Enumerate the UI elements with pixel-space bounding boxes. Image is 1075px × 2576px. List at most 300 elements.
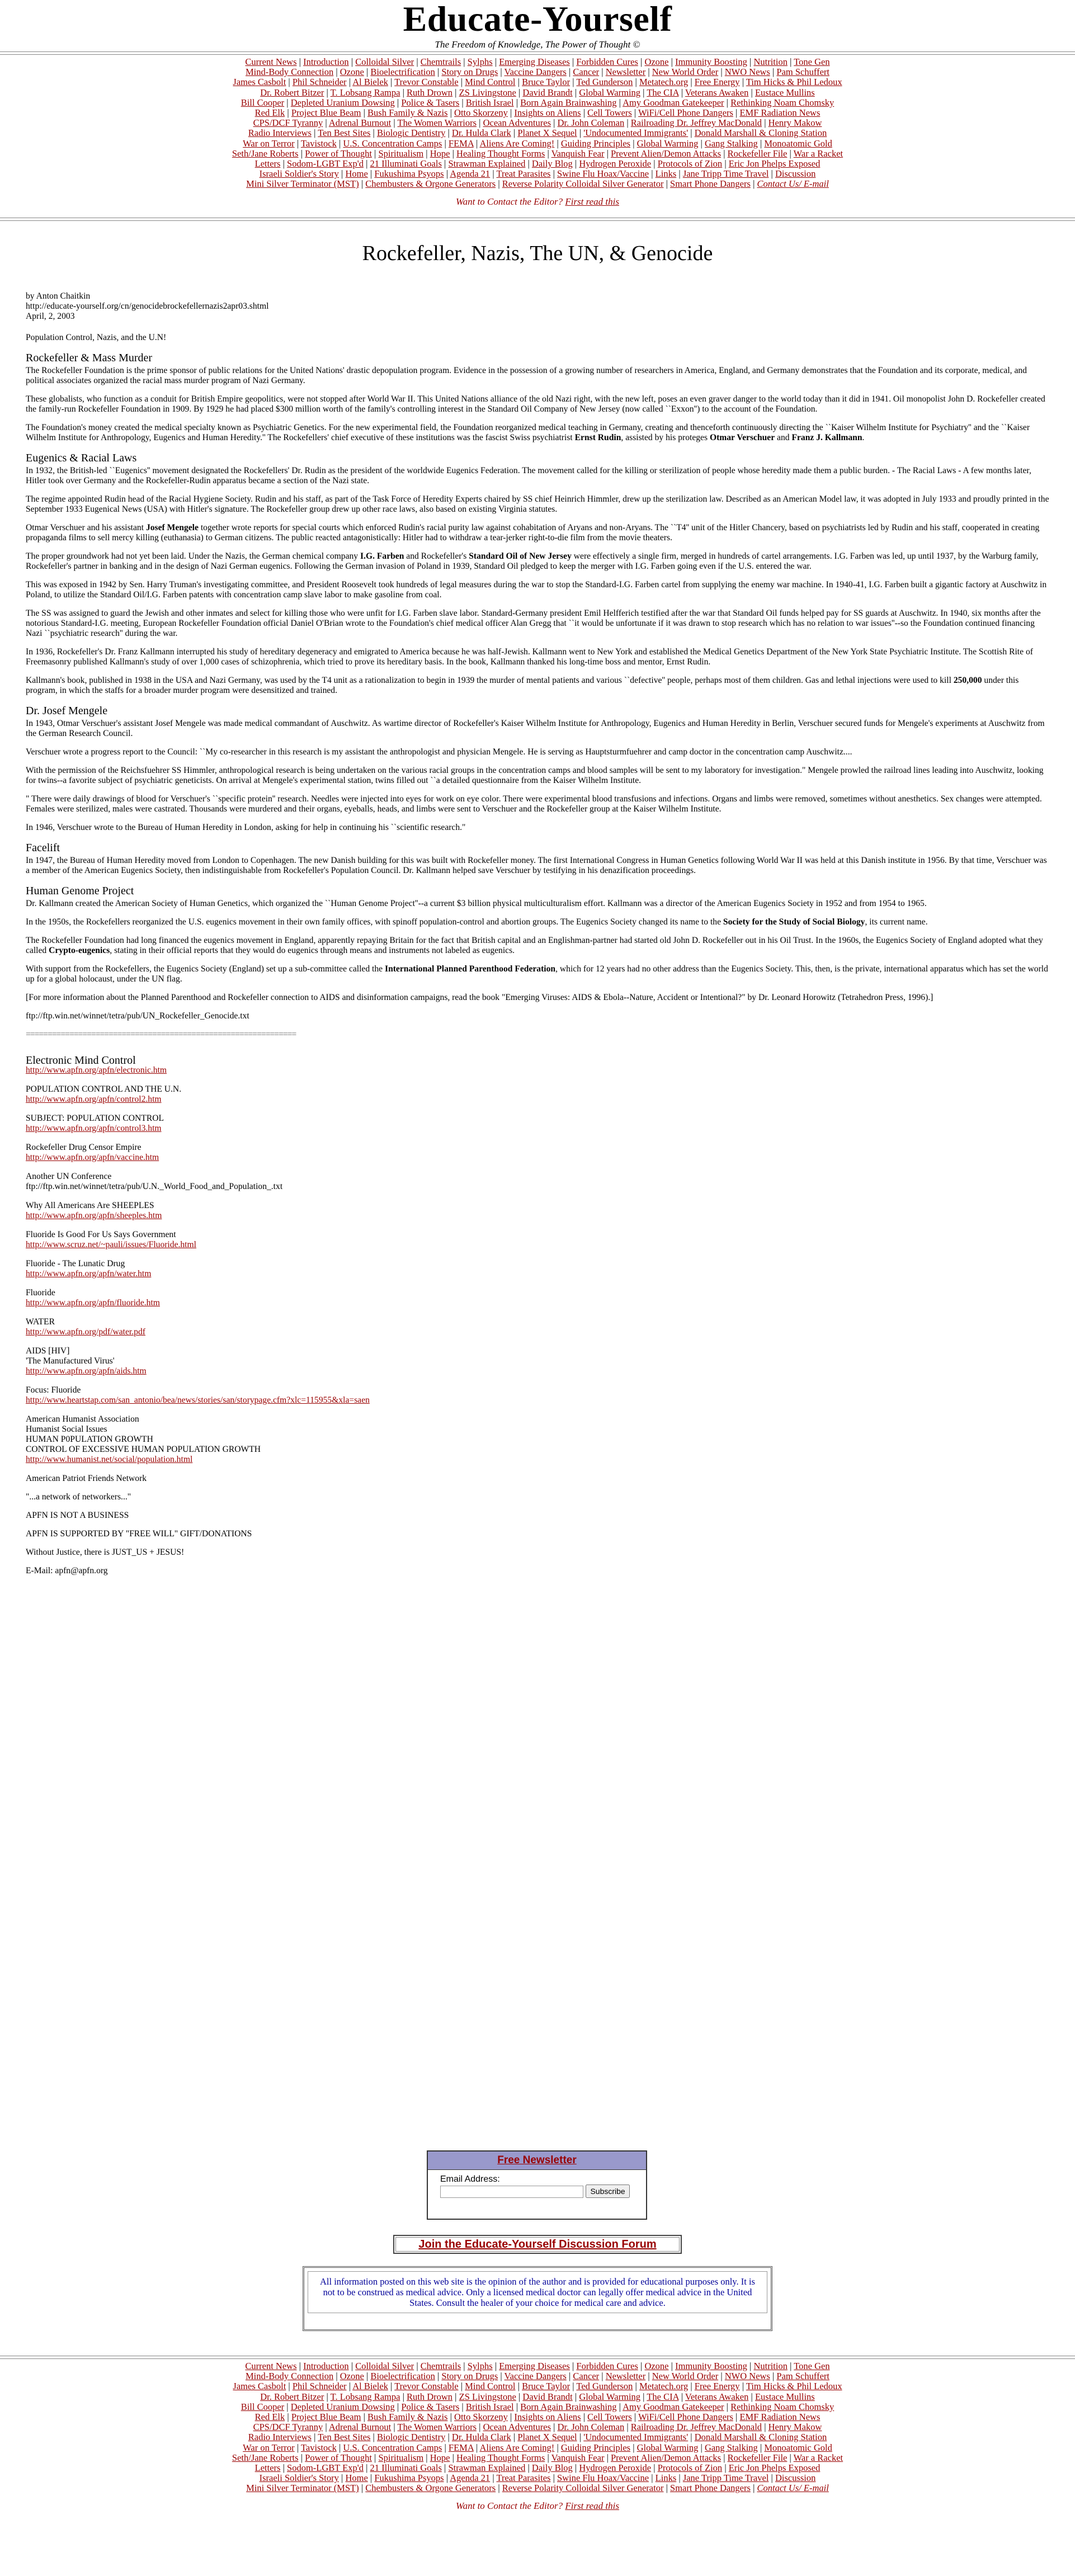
nav-link[interactable]: Born Again Brainwashing (520, 2401, 617, 2412)
link-title: Rockefeller Drug Censor Empire (26, 1142, 142, 1152)
nav-link[interactable]: New World Order (652, 2371, 719, 2382)
link-title: WATER (26, 1317, 55, 1327)
nav-link[interactable]: Monoatomic Gold (764, 138, 832, 149)
email-input[interactable] (440, 2186, 583, 2198)
nav-link[interactable]: Ocean Adventures (483, 2422, 551, 2433)
nav-link[interactable]: Chemtrails (420, 56, 461, 67)
nav-link[interactable]: T. Lobsang Rampa (330, 2391, 400, 2402)
nav-link[interactable]: Smart Phone Dangers (670, 2483, 751, 2494)
nav-link[interactable]: T. Lobsang Rampa (330, 87, 400, 98)
paragraph: In 1936, Rockefeller's Dr. Franz Kallmann interrupted his study of hereditary degeneracy and emigrated to America because he was half-Jewish. Kallmann went to New York and established the Medical Genetics Department of the New York State Psychiatric Institute. The Scottish Rite of Freemasonry published Kallmann's study of over 1,000 cases of schizophrenia, which tried to prove its hereditary basis. In the book, Kallmann thanked his long-time boss and mentor, Ernst Rudin. (26, 647, 1033, 667)
nav-link[interactable]: Power of Thought (305, 148, 372, 159)
nav-link[interactable]: Newsletter (605, 67, 646, 78)
nav-link[interactable]: Sodom-LGBT Exp'd (287, 2462, 364, 2474)
paragraph: [For more information about the Planned Parenthood and Rockefeller connection to AIDS and disinformation campaigns, read the book "Emerging Viruses: AIDS & Ebola--Nature, Accident or Intentional?" by Dr. Leonard Horowitz (Tetrahedron Press, 1996).] (26, 992, 933, 1002)
nav-link[interactable]: Trevor Constable (394, 2381, 459, 2392)
nav-link[interactable]: Eustace Mullins (755, 87, 815, 98)
paragraph: This was exposed in 1942 by Sen. Harry Truman's investigating committee, and President Roosevelt took hundreds of legal measures during the war to stop the Standard-I.G. Farben cartel from supplying the enemy war machine. In 1940-41, I.G. Farben built a gigantic factory at Auschwitz in Poland, to utilize the Standard Oil/I.G. Farben patents with concentration camp slave labor to make gasoline from coal. (26, 579, 1047, 600)
nav-separator: | (361, 2412, 368, 2423)
nav-link[interactable]: Protocols of Zion (657, 158, 723, 169)
nav-link[interactable]: David Brandt (522, 2391, 573, 2402)
nav-link[interactable]: Pam Schuffert (776, 67, 829, 78)
nav-link[interactable]: Tim Hicks & Phil Ledoux (746, 77, 842, 88)
nav-link[interactable]: Links (655, 168, 677, 180)
nav-link[interactable]: Phil Schneider (292, 2381, 347, 2392)
nav-link[interactable]: Cell Towers (587, 107, 632, 119)
nav-link[interactable]: Rockefeller File (727, 148, 788, 159)
nav-link[interactable]: Dr. Robert Bitzer (260, 2391, 324, 2402)
nav-separator: | (473, 2442, 480, 2453)
nav-link[interactable]: Depleted Uranium Dowsing (290, 2401, 395, 2412)
nav-row (45, 2371, 1030, 2381)
nav-link[interactable]: Vaccine Dangers (504, 67, 567, 78)
nav-link[interactable]: Fukushima Psyops (374, 2473, 444, 2484)
link-url[interactable]: http://www.apfn.org/apfn/control2.htm (26, 1094, 162, 1104)
nav-link[interactable]: Metatech.org (639, 2381, 689, 2392)
nav-link[interactable]: Bush Family & Nazis (367, 2412, 448, 2423)
nav-link[interactable]: Free Energy (694, 2381, 740, 2392)
paragraph: The regime appointed Rudin head of the Racial Hygiene Society. Rudin and his staff, as part of the Task Force of Heredity Experts chaired by SS chief Heinrich Himmler, drew up the sterilization law. Described as an American Model law, it was adopted in July 1933 and proudly printed in the September 1933 Eugenical News (USA) with Hitler's signature. The Rockefeller group drew up other race laws, also based on existing Virginia statutes. (26, 494, 1049, 514)
nav-separator: | (296, 2361, 304, 2371)
nav-link[interactable]: James Casbolt (233, 2381, 286, 2392)
nav-link[interactable]: Reverse Polarity Colloidal Silver Generator (502, 2483, 664, 2494)
nav-link[interactable]: Veterans Awaken (685, 87, 749, 98)
nav-separator: | (572, 87, 579, 98)
nav-row (45, 67, 1030, 77)
nav-link[interactable]: Eric Jon Phelps Exposed (728, 2462, 821, 2474)
nav-link[interactable]: Newsletter (605, 2371, 646, 2382)
nav-link[interactable]: Prevent Alien/Demon Attacks (611, 2452, 722, 2463)
nav-link[interactable]: 'Undocumented Immigrants' (583, 2432, 689, 2443)
nav-separator: | (581, 2412, 588, 2423)
nav-link[interactable]: Ozone (340, 67, 364, 78)
nav-link[interactable]: Red Elk (254, 2412, 285, 2423)
nav-separator: | (631, 2412, 639, 2423)
nav-link[interactable]: Eric Jon Phelps Exposed (728, 158, 821, 169)
nav-link[interactable]: Red Elk (254, 107, 285, 119)
nav-link[interactable]: Daily Blog (531, 2462, 573, 2474)
nav-link[interactable]: Gang Stalking (704, 138, 758, 149)
nav-separator: | (624, 2422, 631, 2433)
nav-link[interactable]: Vanquish Fear (551, 148, 605, 159)
nav-separator: | (359, 2483, 366, 2494)
nav-link[interactable]: Home (345, 2473, 368, 2484)
nav-link[interactable]: Project Blue Beam (291, 107, 361, 119)
nav-link[interactable]: Agenda 21 (450, 168, 491, 180)
link-url[interactable]: http://www.apfn.org/apfn/water.htm (26, 1268, 152, 1278)
nav-link[interactable]: The CIA (647, 2391, 679, 2402)
nav-link[interactable]: Railroading Dr. Jeffrey MacDonald (630, 2422, 762, 2433)
nav-link[interactable]: WiFi/Cell Phone Dangers (638, 107, 733, 119)
nav-row (45, 88, 1030, 98)
nav-link[interactable]: Ruth Drown (407, 87, 453, 98)
nav-separator: | (477, 117, 483, 129)
nav-link[interactable]: Jane Tripp Time Travel (682, 168, 769, 180)
nav-link[interactable]: Rethinking Noam Chomsky (730, 97, 834, 108)
nav-link[interactable]: Ted Gunderson (576, 2381, 633, 2392)
forum-link[interactable]: Join the Educate-Yourself Discussion Forum (418, 2238, 657, 2251)
nav-separator: | (423, 148, 430, 159)
nav-link[interactable]: Strawman Explained (448, 158, 526, 169)
nav-link[interactable]: War a Racket (793, 2452, 843, 2463)
nav-link[interactable]: Pam Schuffert (776, 2371, 829, 2382)
nav-separator: | (554, 2442, 561, 2453)
nav-link[interactable]: Immunity Boosting (675, 2361, 747, 2371)
nav-link[interactable]: Forbidden Cures (576, 2361, 638, 2371)
nav-link[interactable]: Cell Towers (587, 2412, 632, 2423)
nav-link[interactable]: Henry Makow (768, 117, 822, 129)
nav-link[interactable]: Al Bielek (352, 77, 388, 88)
nav-link[interactable]: Daily Blog (531, 158, 573, 169)
nav-link[interactable]: Hydrogen Peroxide (579, 158, 652, 169)
nav-link[interactable]: Mind Control (465, 77, 516, 88)
nav-link[interactable]: Sylphs (467, 2361, 493, 2371)
nav-link[interactable]: Bill Cooper (241, 97, 285, 108)
nav-link[interactable]: Adrenal Burnout (328, 2422, 392, 2433)
nav-link[interactable]: Links (655, 2473, 677, 2484)
nav-link[interactable]: Railroading Dr. Jeffrey MacDonald (630, 117, 762, 129)
nav-link[interactable]: Nutrition (753, 56, 788, 67)
nav-link[interactable]: U.S. Concentration Camps (343, 138, 442, 149)
nav-separator: | (338, 2473, 346, 2484)
nav-separator: | (718, 2371, 725, 2382)
nav-link[interactable]: Mini Silver Terminator (MST) (246, 2483, 359, 2494)
humanist-line: Humanist Social Issues (26, 1424, 107, 1434)
article-body (0, 291, 1075, 1576)
nav-link[interactable]: Prevent Alien/Demon Attacks (611, 148, 722, 159)
nav-link[interactable]: CPS/DCF Tyranny (253, 2422, 323, 2433)
nav-link[interactable]: Jane Tripp Time Travel (682, 2473, 769, 2484)
nav-link[interactable]: EMF Radiation News (739, 107, 821, 119)
link-url[interactable]: http://www.apfn.org/apfn/fluoride.htm (26, 1298, 160, 1308)
nav-link[interactable]: Bill Cooper (241, 2401, 285, 2412)
nav-separator: | (285, 107, 291, 119)
nav-link[interactable]: Metatech.org (639, 77, 689, 88)
link-url[interactable]: http://www.apfn.org/pdf/water.pdf (26, 1327, 145, 1337)
nav-link[interactable]: Vaccine Dangers (504, 2371, 567, 2382)
nav-separator: | (631, 107, 639, 119)
nav-separator: | (787, 56, 794, 67)
nav-separator: | (311, 128, 318, 139)
nav-link[interactable]: Amy Goodman Gatekeeper (623, 2401, 724, 2412)
link-url[interactable]: http://www.apfn.org/apfn/vaccine.htm (26, 1152, 159, 1162)
nav-link[interactable]: War on Terror (243, 138, 295, 149)
nav-link[interactable]: Israeli Soldier's Story (259, 168, 339, 180)
nav-link[interactable]: Otto Skorzeny (454, 107, 508, 119)
nav-link[interactable]: Bioelectrification (370, 2371, 435, 2382)
article-date: April, 2, 2003 (26, 311, 75, 321)
nav-link[interactable]: Chembusters & Orgone Generators (365, 178, 496, 190)
nav-link[interactable]: ZS Livingstone (459, 87, 516, 98)
nav-link[interactable]: Protocols of Zion (657, 2462, 723, 2474)
newsletter-box (427, 2150, 647, 2220)
nav-link[interactable]: Chembusters & Orgone Generators (365, 2483, 496, 2494)
nav-separator: | (768, 2473, 775, 2484)
nav-link[interactable]: Ozone (644, 56, 669, 67)
nav-separator: | (688, 2381, 695, 2392)
nav-link[interactable]: Global Warming (636, 2442, 699, 2453)
nav-link[interactable]: Global Warming (579, 2391, 641, 2402)
nav-link[interactable]: U.S. Concentration Camps (343, 2442, 442, 2453)
nav-link[interactable]: The Women Warriors (397, 117, 477, 129)
nav-link[interactable]: British Israel (465, 97, 514, 108)
nav-link[interactable]: 'Undocumented Immigrants' (583, 128, 689, 139)
nav-link[interactable]: Ozone (644, 2361, 669, 2371)
nav-link[interactable]: Tavistock (300, 2442, 337, 2453)
nav-link[interactable]: Letters (254, 158, 281, 169)
nav-separator: | (496, 178, 502, 190)
nav-link[interactable]: Free Energy (694, 77, 740, 88)
nav-link[interactable]: WiFi/Cell Phone Dangers (638, 2412, 733, 2423)
nav-link[interactable]: Amy Goodman Gatekeeper (623, 97, 724, 108)
nav-link[interactable]: Power of Thought (305, 2452, 372, 2463)
ftp-line: ftp://ftp.win.net/winnet/tetra/pub/UN_Rockefeller_Genocide.txt (26, 1011, 249, 1021)
closing-line: "...a network of networkers..." (26, 1492, 131, 1502)
nav-link[interactable]: Radio Interviews (248, 128, 312, 139)
link-url[interactable]: http://www.apfn.org/apfn/electronic.htm (26, 1065, 167, 1075)
nav-link[interactable]: Police & Tasers (401, 97, 460, 108)
nav-separator: | (447, 2412, 455, 2423)
paragraph: With the permission of the Reichsfuehrer SS Himmler, anthropological research is being undertaken on the various racial groups in the concentration camps and blood samples will be sent to my laboratory for investigation." Mengele prowled the railroad lines leading into Auschwitz, looking for twins--a favorite subject of psychiatric geneticists. On arrival at Mengele's experimental station, twins filled out ``a detailed questionnaire from the Kaiser Wilhelm Institute. (26, 765, 1044, 785)
nav-link[interactable]: Ocean Adventures (483, 117, 551, 129)
contact-first-read-link[interactable]: First read this (565, 196, 619, 207)
nav-link[interactable]: Seth/Jane Roberts (232, 2452, 299, 2463)
nav-link[interactable]: Ruth Drown (407, 2391, 453, 2402)
nav-link[interactable]: Hope (430, 148, 450, 159)
nav-link[interactable]: Home (345, 168, 368, 180)
nav-separator: | (676, 2473, 683, 2484)
nav-link[interactable]: 21 Illuminati Goals (370, 158, 442, 169)
nav-link[interactable]: Ten Best Sites (318, 128, 371, 139)
nav-separator: | (516, 2391, 523, 2402)
nav-link[interactable]: Forbidden Cures (576, 56, 638, 67)
nav-link[interactable]: NWO News (724, 2371, 770, 2382)
nav-link[interactable]: Henry Makow (768, 2422, 822, 2433)
nav-link[interactable]: Bush Family & Nazis (367, 107, 448, 119)
nav-link[interactable]: Dr. Hulda Clark (451, 128, 511, 139)
nav-separator: | (698, 2442, 705, 2453)
nav-separator: | (450, 2452, 457, 2463)
nav-link[interactable]: Letters (254, 2462, 281, 2474)
nav-separator: | (569, 56, 577, 67)
link-entry (26, 1201, 1050, 1221)
nav-link[interactable]: ZS Livingstone (459, 2391, 516, 2402)
humanist-line: HUMAN P0PULATION GROWTH (26, 1434, 153, 1444)
link-url[interactable]: http://www.scruz.net/~pauli/issues/Fluoride.html (26, 1239, 196, 1249)
nav-link[interactable]: Dr. Hulda Clark (451, 2432, 511, 2443)
nav-link[interactable]: Current News (245, 56, 297, 67)
nav-link[interactable]: Healing Thought Forms (456, 148, 545, 159)
nav-link[interactable]: War a Racket (793, 148, 843, 159)
nav-link[interactable]: Healing Thought Forms (456, 2452, 545, 2463)
nav-link[interactable]: Bioelectrification (370, 67, 435, 78)
nav-link[interactable]: CPS/DCF Tyranny (253, 117, 323, 129)
humanist-link[interactable]: http://www.humanist.net/social/population.html (26, 1454, 193, 1464)
nav-separator: | (581, 107, 588, 119)
nav-link[interactable]: Al Bielek (352, 2381, 388, 2392)
nav-link[interactable]: Mind-Body Connection (246, 2371, 334, 2382)
nav-link[interactable]: Donald Marshall & Cloning Station (694, 128, 827, 139)
nav-link[interactable]: Biologic Dentistry (376, 2432, 446, 2443)
nav-separator: | (550, 2473, 558, 2484)
nav-link[interactable]: Ten Best Sites (318, 2432, 371, 2443)
nav-link[interactable]: Cancer (573, 67, 600, 78)
nav-link[interactable]: Swine Flu Hoax/Vaccine (557, 168, 649, 180)
nav-link[interactable]: Planet X Sequel (517, 2432, 577, 2443)
nav-link[interactable]: Trevor Constable (394, 77, 459, 88)
nav-link[interactable]: Treat Parasites (496, 168, 551, 180)
nav-separator: | (688, 77, 695, 88)
nav-link[interactable]: New World Order (652, 67, 719, 78)
nav-link[interactable]: Tavistock (300, 138, 337, 149)
nav-link[interactable]: Rethinking Noam Chomsky (730, 2401, 834, 2412)
nav-link[interactable]: Discussion (775, 2473, 816, 2484)
nav-separator: | (616, 97, 623, 108)
nav-link[interactable]: Fukushima Psyops (374, 168, 444, 180)
nav-link[interactable]: Radio Interviews (248, 2432, 312, 2443)
nav-link[interactable]: Swine Flu Hoax/Vaccine (557, 2473, 649, 2484)
nav-separator: | (525, 2462, 532, 2474)
nav-link[interactable]: Nutrition (753, 2361, 788, 2371)
nav-link[interactable]: The CIA (647, 87, 679, 98)
nav-link[interactable]: Sodom-LGBT Exp'd (287, 158, 364, 169)
nav-link[interactable]: Veterans Awaken (685, 2391, 749, 2402)
nav-link[interactable]: Dr. Robert Bitzer (260, 87, 324, 98)
nav-link[interactable]: Smart Phone Dangers (670, 178, 751, 190)
nav-link[interactable]: Bruce Taylor (522, 2381, 570, 2392)
nav-link[interactable]: Insights on Aliens (514, 107, 581, 119)
section-heading: Dr. Josef Mengele (26, 704, 108, 717)
nav-link[interactable]: Chemtrails (420, 2361, 461, 2371)
nav-link[interactable]: Cancer (573, 2371, 600, 2382)
link-subtitle: 'The Manufactured Virus' (26, 1356, 115, 1366)
nav-link[interactable]: Introduction (303, 2361, 349, 2371)
nav-separator: | (435, 67, 442, 78)
link-url[interactable]: http://www.heartstap.com/san_antonio/bea/news/stories/san/storypage.cfm?xlc=115955&xla=saen (26, 1395, 370, 1405)
nav-link[interactable]: Dr. John Coleman (557, 2422, 625, 2433)
nav-link[interactable]: War on Terror (243, 2442, 295, 2453)
nav-link[interactable]: Planet X Sequel (517, 128, 577, 139)
nav-link[interactable]: Gang Stalking (704, 2442, 758, 2453)
nav-link[interactable]: FEMA (448, 138, 474, 149)
nav-link[interactable]: Ted Gunderson (576, 77, 633, 88)
nav-link[interactable]: Colloidal Silver (355, 56, 414, 67)
nav-link[interactable]: Aliens Are Coming! (479, 138, 555, 149)
nav-link[interactable]: Discussion (775, 168, 816, 180)
nav-link[interactable]: NWO News (724, 67, 770, 78)
nav-link[interactable]: Spiritualism (378, 148, 424, 159)
nav-link[interactable]: Emerging Diseases (499, 56, 570, 67)
contact-first-read-link[interactable]: First read this (565, 2500, 619, 2511)
nav-link[interactable]: David Brandt (522, 87, 573, 98)
nav-link[interactable]: Bruce Taylor (522, 77, 570, 88)
nav-link[interactable]: Vanquish Fear (551, 2452, 605, 2463)
nav-link[interactable]: Dr. John Coleman (557, 117, 625, 129)
nav-link[interactable]: Ozone (340, 2371, 364, 2382)
nav-separator: | (400, 2391, 407, 2402)
nav-link[interactable]: Project Blue Beam (291, 2412, 361, 2423)
byline: by Anton Chaitkin (26, 291, 91, 301)
paragraph: With support from the Rockefellers, the Eugenics Society (England) set up a sub-committee called the International Planned Parenthood Federation, which for 12 years had no other address than the Eugenics Society. This, then, is the private, international apparatus which has set the world up for a global holocaust, under the UN flag. (26, 964, 1048, 984)
nav-link[interactable]: Seth/Jane Roberts (232, 148, 299, 159)
nav-link[interactable]: Reverse Polarity Colloidal Silver Generator (502, 178, 664, 190)
nav-link[interactable]: Story on Drugs (441, 67, 498, 78)
link-title: SUBJECT: POPULATION CONTROL (26, 1113, 164, 1123)
nav-link[interactable]: Immunity Boosting (675, 56, 747, 67)
nav-link[interactable]: The Women Warriors (397, 2422, 477, 2433)
nav-link[interactable]: Sylphs (467, 56, 493, 67)
nav-link[interactable]: Guiding Principles (560, 138, 631, 149)
nav-row (45, 77, 1030, 87)
nav-link[interactable]: Global Warming (579, 87, 641, 98)
nav-link[interactable]: Emerging Diseases (499, 2361, 570, 2371)
nav-link[interactable]: 21 Illuminati Goals (370, 2462, 442, 2474)
nav-link[interactable]: Story on Drugs (441, 2371, 498, 2382)
nav-link[interactable]: Israeli Soldier's Story (259, 2473, 339, 2484)
nav-link[interactable]: Agenda 21 (450, 2473, 491, 2484)
subscribe-button[interactable]: Subscribe (586, 2185, 629, 2198)
nav-link[interactable]: Tone Gen (794, 2361, 830, 2371)
nav-link[interactable]: Mini Silver Terminator (MST) (246, 178, 359, 190)
nav-link[interactable]: Monoatomic Gold (764, 2442, 832, 2453)
nav-link[interactable]: Depleted Uranium Dowsing (290, 97, 395, 108)
nav-link[interactable]: Insights on Aliens (514, 2412, 581, 2423)
nav-link[interactable]: Current News (245, 2361, 297, 2371)
link-url[interactable]: http://www.apfn.org/apfn/control3.htm (26, 1123, 162, 1133)
nav-link[interactable]: Contact Us/ E-mail (757, 2483, 829, 2494)
nav-link[interactable]: British Israel (465, 2401, 514, 2412)
nav-link[interactable]: Donald Marshall & Cloning Station (694, 2432, 827, 2443)
paragraph: In 1946, Verschuer wrote to the Bureau of Human Heredity in London, asking for help in continuing his ``scientific research." (26, 822, 466, 832)
nav-link[interactable]: Born Again Brainwashing (520, 97, 617, 108)
nav-link[interactable]: Hydrogen Peroxide (579, 2462, 652, 2474)
nav-link[interactable]: EMF Radiation News (739, 2412, 821, 2423)
nav-link[interactable]: Tim Hicks & Phil Ledoux (746, 2381, 842, 2392)
nav-separator: | (498, 67, 505, 78)
nav-link[interactable]: FEMA (448, 2442, 474, 2453)
nav-link[interactable]: Eustace Mullins (755, 2391, 815, 2402)
nav-link[interactable]: Colloidal Silver (355, 2361, 414, 2371)
nav-link[interactable]: Treat Parasites (496, 2473, 551, 2484)
nav-link[interactable]: Aliens Are Coming! (479, 2442, 555, 2453)
newsletter-link[interactable]: Free Newsletter (497, 2154, 577, 2166)
nav-link[interactable]: Adrenal Burnout (328, 117, 392, 129)
nav-link[interactable]: Hope (430, 2452, 450, 2463)
link-url[interactable]: http://www.apfn.org/apfn/aids.htm (26, 1366, 147, 1376)
nav-link[interactable]: Introduction (303, 56, 349, 67)
nav-link[interactable]: James Casbolt (233, 77, 286, 88)
nav-separator: | (284, 97, 291, 108)
nav-link[interactable]: Mind Control (465, 2381, 516, 2392)
nav-separator: | (280, 158, 287, 169)
nav-link[interactable]: Biologic Dentistry (376, 128, 446, 139)
nav-link[interactable]: Strawman Explained (448, 2462, 526, 2474)
nav-link[interactable]: Otto Skorzeny (454, 2412, 508, 2423)
nav-link[interactable]: Guiding Principles (560, 2442, 631, 2453)
article-title: Rockefeller, Nazis, The UN, & Genocide (362, 241, 713, 265)
nav-separator: | (633, 77, 639, 88)
link-url[interactable]: http://www.apfn.org/apfn/sheeples.htm (26, 1210, 162, 1220)
nav-link[interactable]: Mind-Body Connection (246, 67, 334, 78)
nav-link[interactable]: Contact Us/ E-mail (757, 178, 829, 190)
nav-link[interactable]: Phil Schneider (292, 77, 347, 88)
nav-link[interactable]: Police & Tasers (401, 2401, 460, 2412)
nav-link[interactable]: Spiritualism (378, 2452, 424, 2463)
nav-link[interactable]: Global Warming (636, 138, 699, 149)
nav-link[interactable]: Rockefeller File (727, 2452, 788, 2463)
nav-link[interactable]: Tone Gen (794, 56, 830, 67)
nav-separator: | (364, 67, 371, 78)
